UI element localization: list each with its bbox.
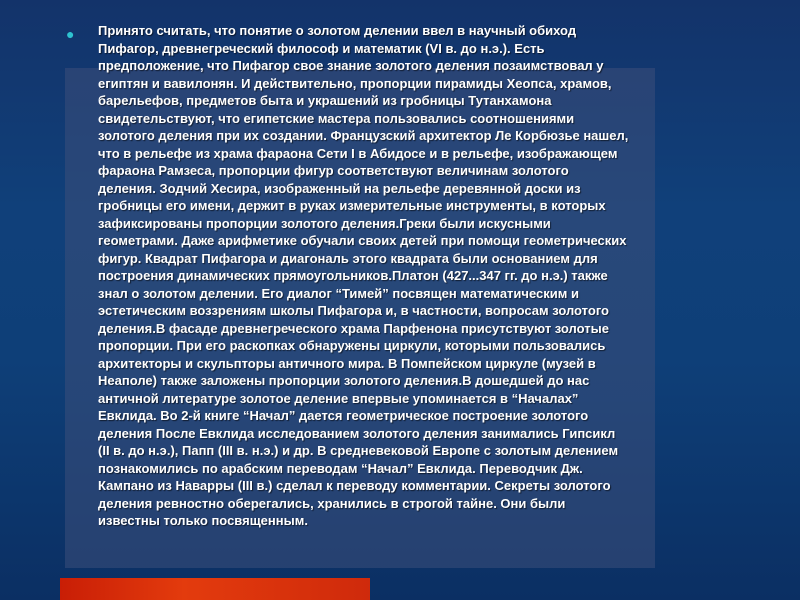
decorative-accent-band (60, 578, 370, 600)
text-block (66, 22, 736, 530)
slide-paragraph: Принято считать, что понятие о золотом делении ввел в научный обиход Пифагор, древнегреческий философ и математик (VI в. до н.э.). Есть предположение, что Пифагор свое знание золотого деления позаимствовал у египтян и вавилонян. И действительно, пропорции пирамиды Хеопса, храмов, барельефов, предметов быта и украшений из гробницы Тутанхамона свидетельствуют, что египетские мастера пользовались соотношениями золотого деления при их создании. Французский архитектор Ле Корбюзье нашел, что в рельефе из храма фараона Сети I в Абидосе и в рельефе, изображающем фараона Рамзеса, пропорции фигур соответствуют величинам золотого деления. Зодчий Хесира, изображенный на рельефе деревянной доски из гробницы его имени, держит в руках измерительные инструменты, в которых зафиксированы пропорции золотого деления.Греки были искусными геометрами. Даже арифметике обучали своих детей при помощи геометрических фигур. Квадрат Пифагора и диагональ этого квадрата были основанием для построения динамических прямоугольников.Платон (427...347 гг. до н.э.) также знал о золотом делении. Его диалог “Тимей” посвящен математическим и эстетическим воззрениям школы Пифагора и, в частности, вопросам золотого деления.В фасаде древнегреческого храма Парфенона присутствуют золотые пропорции. При его раскопках обнаружены циркули, которыми пользовались архитекторы и скульпторы античного мира. В Помпейском циркуле (музей в Неаполе) также заложены пропорции золотого деления.В дошедшей до нас античной литературе золотое деление впервые упоминается в “Началах” Евклида. Во 2-й книге “Начал” дается геометрическое построение золотого деления После Евклида исследованием золотого деления занимались Гипсикл (II в. до н.э.), Папп (III в. н.э.) и др. В средневековой Европе с золотым делением познакомились по арабским переводам “Начал” Евклида. Переводчик Дж. Кампано из Наварры (III в.) сделал к переводу комментарии. Секреты золотого деления ревностно оберегались, хранились в строгой тайне. Они были известны только посвященным. (98, 23, 629, 528)
bullet-icon: ● (66, 26, 75, 42)
